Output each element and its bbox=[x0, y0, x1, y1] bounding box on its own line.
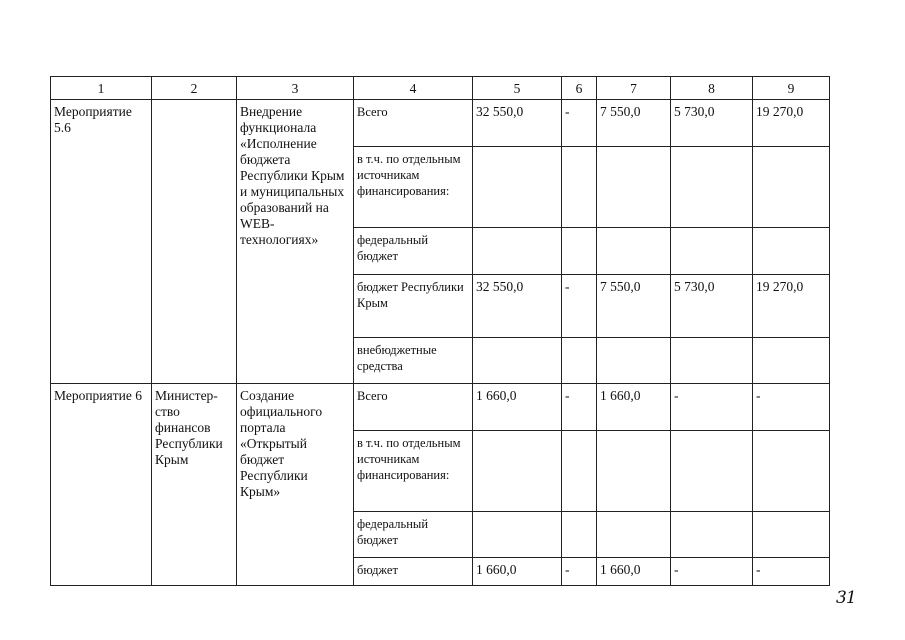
value-cell: 7 550,0 bbox=[597, 100, 671, 147]
column-header: 3 bbox=[237, 77, 354, 100]
value-cell bbox=[597, 431, 671, 512]
value-cell: - bbox=[671, 384, 753, 431]
value-cell: 19 270,0 bbox=[753, 100, 830, 147]
value-cell: 1 660,0 bbox=[473, 558, 562, 586]
value-cell bbox=[562, 228, 597, 275]
value-cell bbox=[597, 228, 671, 275]
value-cell bbox=[753, 512, 830, 558]
value-cell: - bbox=[562, 275, 597, 338]
value-cell bbox=[753, 147, 830, 228]
value-cell bbox=[671, 228, 753, 275]
column-header: 8 bbox=[671, 77, 753, 100]
header-row bbox=[51, 77, 830, 100]
value-cell bbox=[597, 512, 671, 558]
value-cell: 5 730,0 bbox=[671, 100, 753, 147]
funding-source: федеральный бюджет bbox=[354, 512, 473, 558]
value-cell: - bbox=[562, 100, 597, 147]
value-cell: - bbox=[671, 558, 753, 586]
budget-table bbox=[50, 76, 830, 586]
funding-source: Всего bbox=[354, 100, 473, 147]
value-cell bbox=[753, 338, 830, 384]
executor bbox=[152, 100, 237, 384]
value-cell: - bbox=[753, 558, 830, 586]
value-cell bbox=[473, 147, 562, 228]
funding-source: внебюджетные средства bbox=[354, 338, 473, 384]
value-cell: 5 730,0 bbox=[671, 275, 753, 338]
measure-name: Мероприятие 6 bbox=[51, 384, 152, 586]
value-cell: 1 660,0 bbox=[597, 558, 671, 586]
value-cell bbox=[671, 338, 753, 384]
value-cell: - bbox=[562, 384, 597, 431]
value-cell bbox=[562, 338, 597, 384]
value-cell bbox=[597, 147, 671, 228]
value-cell: 32 550,0 bbox=[473, 100, 562, 147]
value-cell bbox=[753, 431, 830, 512]
value-cell bbox=[671, 147, 753, 228]
column-header: 6 bbox=[562, 77, 597, 100]
value-cell: 19 270,0 bbox=[753, 275, 830, 338]
value-cell bbox=[562, 512, 597, 558]
executor: Министер-ство финансов Республики Крым bbox=[152, 384, 237, 586]
funding-source: в т.ч. по отдельным источникам финансирования: bbox=[354, 147, 473, 228]
value-cell bbox=[473, 431, 562, 512]
column-header: 2 bbox=[152, 77, 237, 100]
value-cell bbox=[597, 338, 671, 384]
value-cell bbox=[753, 228, 830, 275]
value-cell: 32 550,0 bbox=[473, 275, 562, 338]
value-cell bbox=[562, 147, 597, 228]
funding-source: бюджет Республики Крым bbox=[354, 275, 473, 338]
funding-source: федеральный бюджет bbox=[354, 228, 473, 275]
value-cell: 7 550,0 bbox=[597, 275, 671, 338]
column-header: 5 bbox=[473, 77, 562, 100]
table-row bbox=[51, 384, 830, 431]
funding-source: в т.ч. по отдельным источникам финансирования: bbox=[354, 431, 473, 512]
value-cell: - bbox=[562, 558, 597, 586]
page-number: 31 bbox=[836, 588, 856, 608]
column-header: 1 bbox=[51, 77, 152, 100]
value-cell bbox=[562, 431, 597, 512]
value-cell bbox=[473, 338, 562, 384]
column-header: 9 bbox=[753, 77, 830, 100]
funding-source: бюджет bbox=[354, 558, 473, 586]
measure-name: Мероприятие 5.6 bbox=[51, 100, 152, 384]
value-cell bbox=[473, 228, 562, 275]
funding-source: Всего bbox=[354, 384, 473, 431]
value-cell bbox=[473, 512, 562, 558]
value-cell bbox=[671, 512, 753, 558]
value-cell: 1 660,0 bbox=[473, 384, 562, 431]
value-cell: 1 660,0 bbox=[597, 384, 671, 431]
column-header: 7 bbox=[597, 77, 671, 100]
measure-description: Внедрение функционала «Исполнение бюджета Республики Крым и муниципальных образований на WEB-технологиях» bbox=[237, 100, 354, 384]
value-cell: - bbox=[753, 384, 830, 431]
value-cell bbox=[671, 431, 753, 512]
table-row bbox=[51, 100, 830, 147]
column-header: 4 bbox=[354, 77, 473, 100]
measure-description: Создание официального портала «Открытый бюджет Республики Крым» bbox=[237, 384, 354, 586]
